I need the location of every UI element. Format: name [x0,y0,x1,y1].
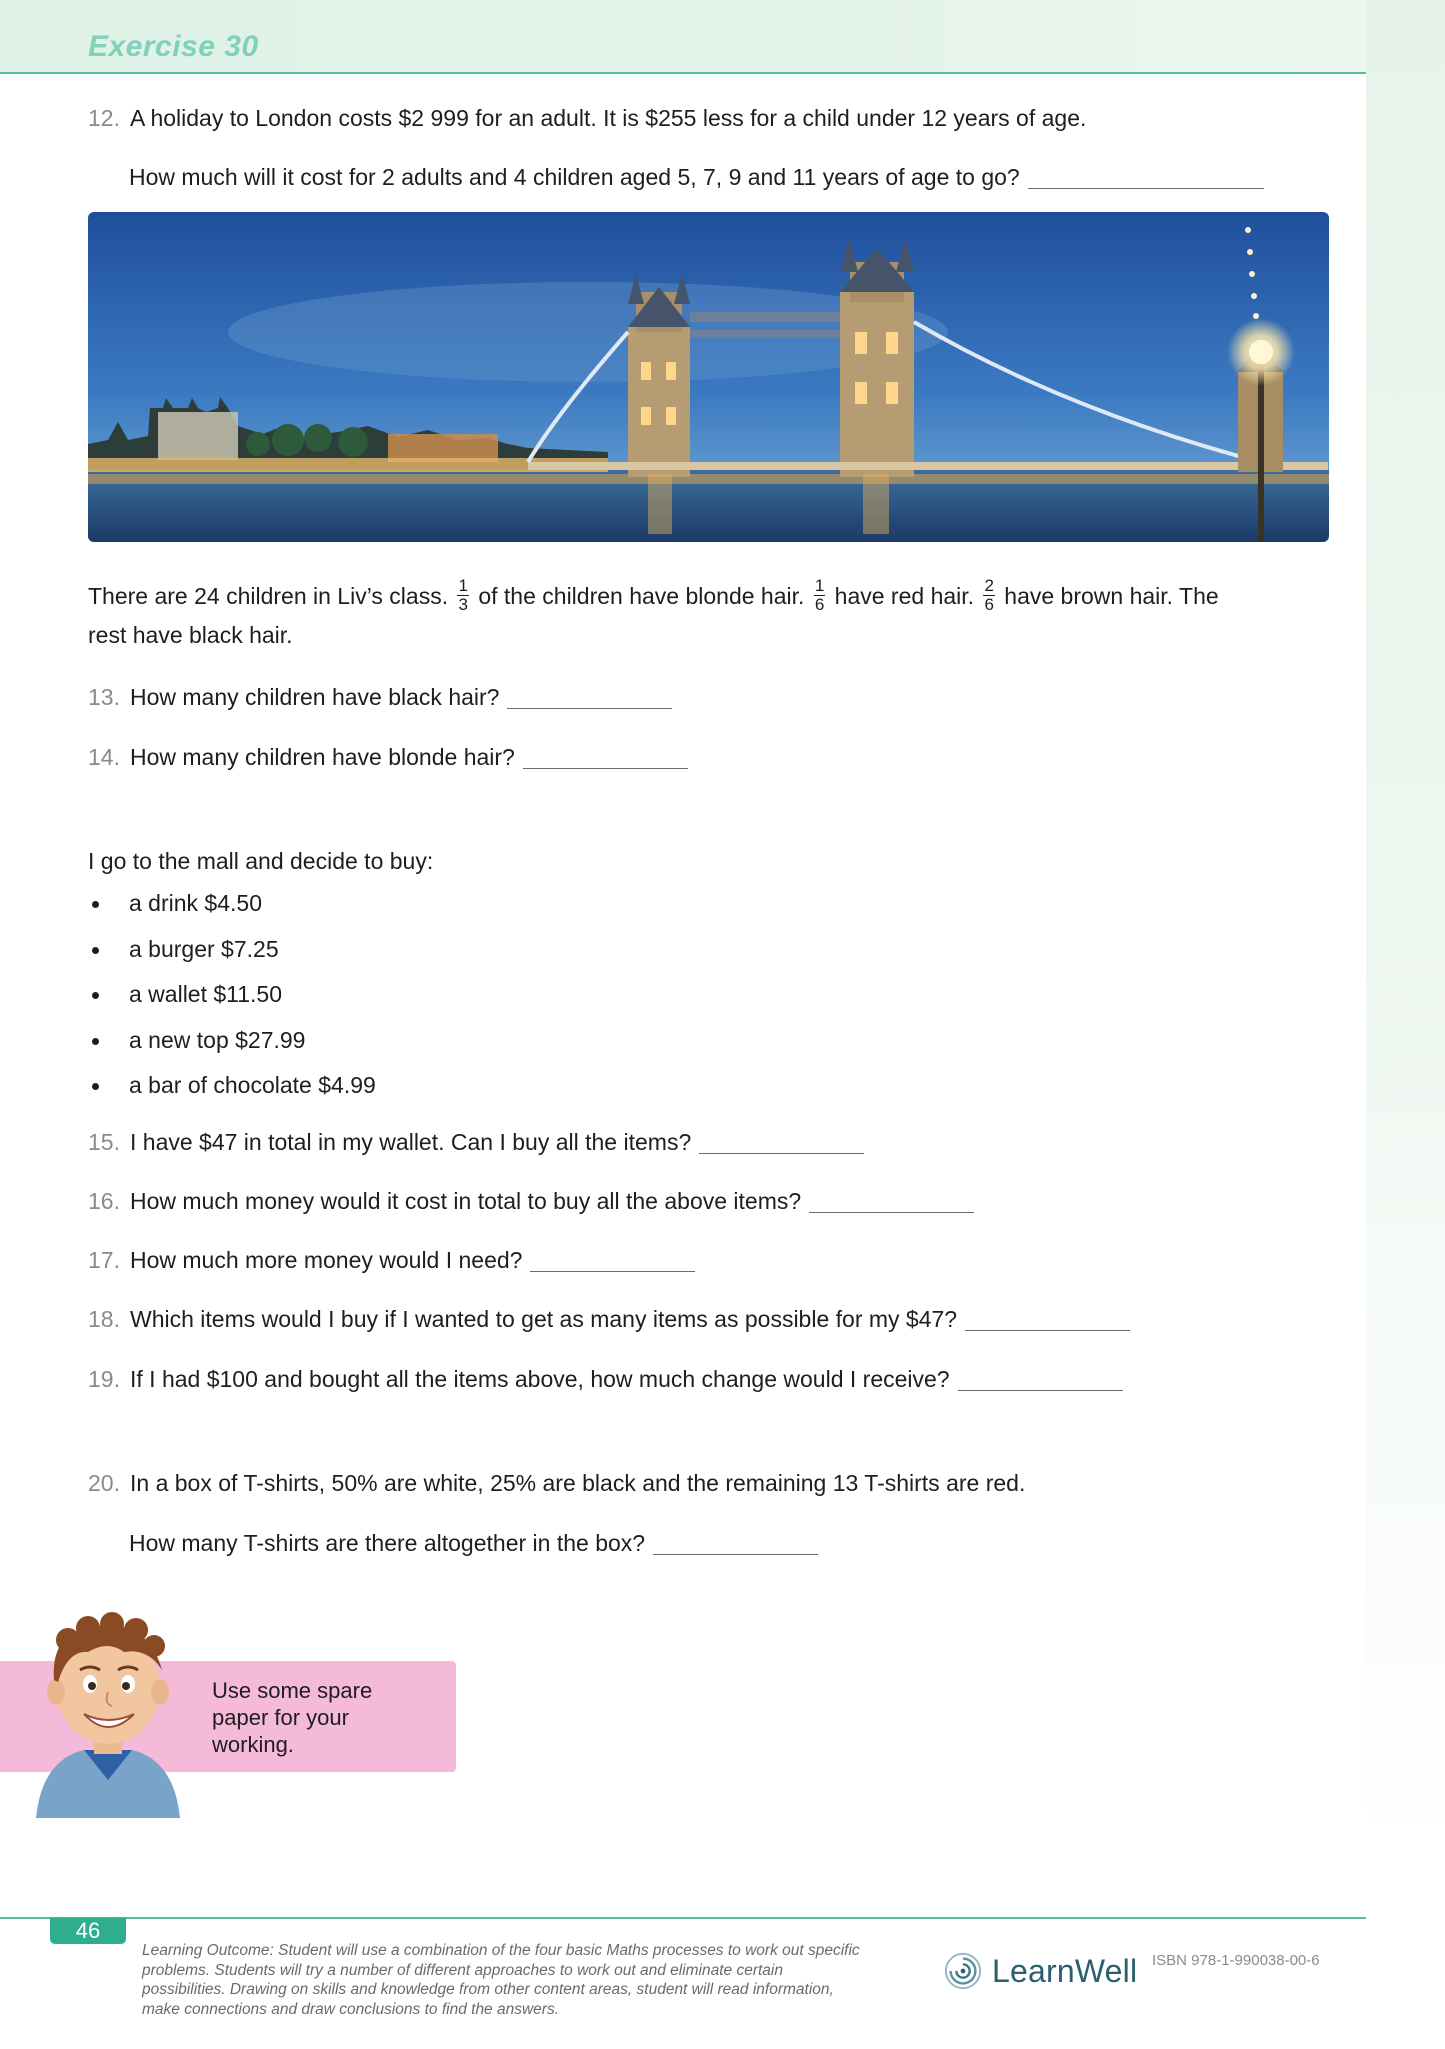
isbn: ISBN 978-1-990038-00-6 [1152,1952,1320,1969]
page-number: 46 [50,1918,126,1944]
question-12 [88,103,1086,133]
question-20 [88,1468,1025,1498]
answer-blank[interactable] [507,707,672,709]
question-number: 12. [88,105,120,131]
question-text: Which items would I buy if I wanted to get as many items as possible for my $47? [130,1306,958,1332]
question-14 [88,742,688,772]
question-number: 18. [88,1306,120,1332]
answer-blank[interactable] [699,1152,864,1154]
question-number: 16. [88,1188,120,1214]
question-text: How much more money would I need? [130,1247,523,1273]
question-text: How much money would it cost in total to buy all the above items? [130,1188,802,1214]
exercise-title: Exercise 30 [88,30,259,63]
brand-name: LearnWell [992,1953,1138,1989]
question-number: 14. [88,744,120,770]
tower-bridge-photo [88,212,1329,542]
question-text: How many children have black hair? [130,684,500,710]
boy-character-icon [28,1610,188,1820]
question-number: 19. [88,1366,120,1392]
learning-outcome: Learning Outcome: Student will use a combination of the four basic Maths processes to work out specific problems. Students will try a number of different approaches to work out and eliminate certain possibilities. Drawing on skills and knowledge from other content areas, student will read information, make connections and draw conclusions to find the answers. [142,1942,860,2018]
question-text: In a box of T-shirts, 50% are white, 25% are black and the remaining 13 T-shirts are red. [130,1470,1026,1496]
list-item: a bar of chocolate $4.99 [88,1070,376,1116]
list-item: a drink $4.50 [88,888,376,934]
answer-blank[interactable] [530,1270,695,1272]
list-item: a burger $7.25 [88,934,376,980]
paragraph-text: have brown hair. The [1004,583,1219,609]
fraction-one-sixth: $\frac{1}{6}$ [814,576,825,615]
learnwell-logo-icon [942,1951,984,1991]
question-number: 20. [88,1470,120,1496]
tip-text: Use some spare paper for your working. [212,1678,373,1757]
fraction-two-sixths: $\frac{2}{6}$ [984,576,994,615]
hair-paragraph-line2: rest have black hair. [88,622,293,648]
fraction-one-third: $\frac{1}{3}$ [458,576,468,615]
mall-intro: I go to the mall and decide to buy: [88,848,434,874]
question-16 [88,1186,974,1216]
question-13 [88,682,672,712]
paragraph-text: There are 24 children in Liv’s class. [88,583,449,609]
answer-blank[interactable] [958,1389,1123,1391]
question-text: A holiday to London costs $2 999 for an adult. It is $255 less for a child under 12 years of age. [130,105,1087,131]
shopping-list [88,888,376,1116]
question-number: 17. [88,1247,120,1273]
question-text: How much will it cost for 2 adults and 4 children aged 5, 7, 9 and 11 years of age to go? [129,164,1020,190]
question-number: 15. [88,1129,120,1155]
list-item: a new top $27.99 [88,1025,376,1071]
list-item: a wallet $11.50 [88,979,376,1025]
question-19 [88,1364,1123,1394]
question-12-line2 [129,162,1264,192]
question-text: How many children have blonde hair? [130,744,515,770]
paragraph-text: have red hair. [834,583,975,609]
question-15 [88,1127,864,1157]
footer-divider [0,1917,1366,1919]
side-band [1366,0,1445,1860]
answer-blank[interactable] [809,1211,974,1213]
question-text: If I had $100 and bought all the items above, how much change would I receive? [130,1366,950,1392]
hair-paragraph [88,578,1328,616]
question-text: How many T-shirts are there altogether in the box? [129,1530,646,1556]
question-text: I have $47 in total in my wallet. Can I buy all the items? [130,1129,692,1155]
answer-blank[interactable] [653,1553,818,1555]
header-divider [0,72,1366,74]
answer-blank[interactable] [523,767,688,769]
paragraph-text: of the children have blonde hair. [478,583,805,609]
question-number: 13. [88,684,120,710]
question-18 [88,1304,1130,1334]
answer-blank[interactable] [1028,187,1264,189]
question-17 [88,1245,695,1275]
answer-blank[interactable] [965,1329,1130,1331]
question-20-line2 [129,1528,818,1558]
